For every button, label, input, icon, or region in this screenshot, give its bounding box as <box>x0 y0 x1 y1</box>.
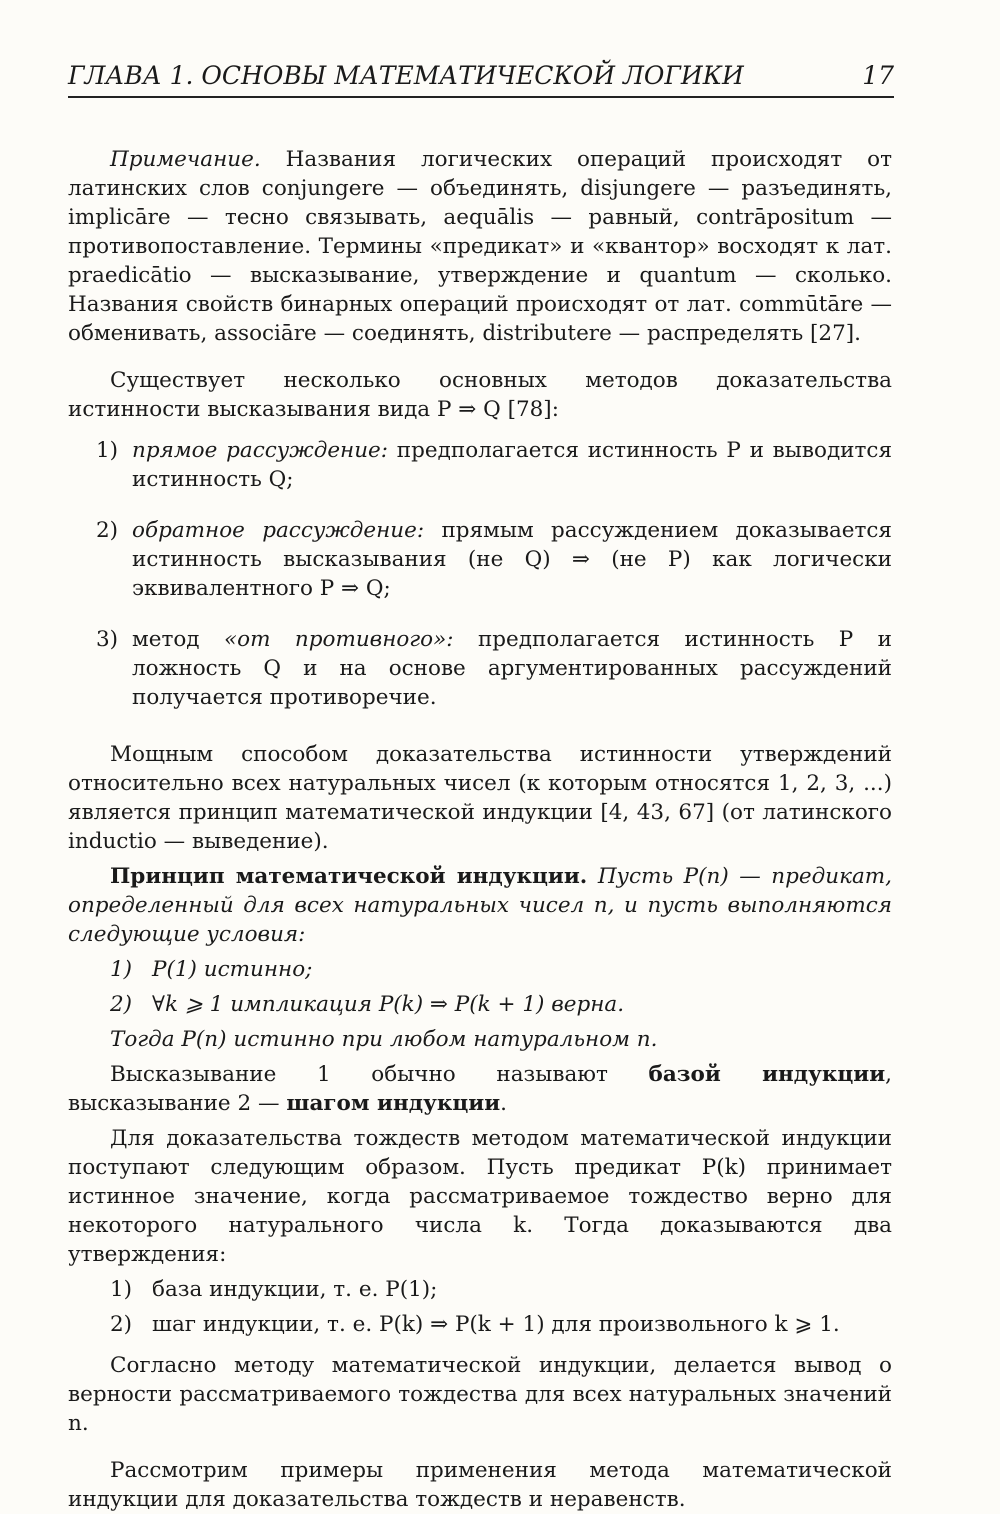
base-step-text: . <box>500 1091 507 1116</box>
method-prefix: метод <box>132 627 224 652</box>
principle-title: Принцип математической индукции. <box>110 864 588 889</box>
condition-number: 2) <box>110 992 133 1017</box>
condition-number: 1) <box>110 957 133 982</box>
method-term: прямое рассуждение: <box>132 438 389 463</box>
page-body <box>68 145 892 1514</box>
final-paragraph: Рассмотрим примеры применения метода математической индукции для доказательства тождеств и неравенств. <box>68 1458 892 1512</box>
principle-conclusion: Тогда P(n) истинно при любом натуральном n. <box>110 1027 658 1052</box>
base-step-text: , высказывание 2 — <box>68 1062 892 1116</box>
method-item <box>96 516 892 603</box>
statement-text: база индукции, т. е. P(1); <box>152 1277 438 1302</box>
condition-text: P(1) истинно; <box>152 957 313 982</box>
statement-item <box>110 1275 892 1304</box>
step-term: шагом индукции <box>286 1091 501 1116</box>
note-label: Примечание. <box>110 147 261 172</box>
method-number: 3) <box>96 627 119 652</box>
statement-item <box>110 1310 892 1339</box>
page-number: 17 <box>862 61 894 90</box>
running-header <box>68 58 894 98</box>
note-paragraph <box>68 145 892 348</box>
method-text: предполагается истинность P и ложность Q и на основе аргументированных рассуждений получается противоречие. <box>132 627 893 710</box>
methods-intro: Существует несколько основных методов доказательства истинности высказывания вида P ⇒ Q [78]: <box>68 368 892 422</box>
induction-intro: Мощным способом доказательства истинности утверждений относительно всех натуральных чисел (к которым относятся 1, 2, 3, ...) является принцип математической индукции [4, 43, 67] (от латинского inductio — выведение). <box>68 742 892 854</box>
method-item <box>96 625 892 712</box>
statement-text: шаг индукции, т. е. P(k) ⇒ P(k + 1) для произвольного k ⩾ 1. <box>152 1312 840 1337</box>
base-step-text: Высказывание 1 обычно называют <box>110 1062 649 1087</box>
condition-item <box>110 990 892 1019</box>
method-number: 1) <box>96 438 119 463</box>
chapter-title: ГЛАВА 1. ОСНОВЫ МАТЕМАТИЧЕСКОЙ ЛОГИКИ <box>68 61 744 90</box>
base-term: базой индукции <box>648 1062 886 1087</box>
condition-item <box>110 955 892 984</box>
statement-number: 2) <box>110 1312 133 1337</box>
principle-paragraph <box>68 862 892 949</box>
condition-text: ∀k ⩾ 1 импликация P(k) ⇒ P(k + 1) верна. <box>152 992 625 1017</box>
note-text: Названия логических операций происходят от латинских слов conjungere — объединять, disjungere — разъединять, implicāre — тесно связывать, aequālis — равный, contrāpositum — противопоставление. Термины «предикат» и «квантор» восходят к лат. praedicātio — высказывание, утверждение и quantum — сколько. Названия свойств бинарных операций происходят от лат. commūtāre — обменивать, associāre — соединять, distributere — распределять [27]. <box>68 147 892 346</box>
identities-paragraph: Для доказательства тождеств методом математической индукции поступают следующим образом. Пусть предикат P(k) принимает истинное значение, когда рассматриваемое тождество верно для некоторого натурального числа k. Тогда доказываются два утверждения: <box>68 1126 892 1267</box>
method-term: обратное рассуждение: <box>132 518 425 543</box>
base-step-paragraph <box>68 1060 892 1118</box>
method-item <box>96 436 892 494</box>
method-text: предполагается истинность P и выводится истинность Q; <box>132 438 893 492</box>
method-term: «от противного»: <box>223 627 454 652</box>
method-number: 2) <box>96 518 119 543</box>
principle-text: Пусть P(n) — предикат, определенный для всех натуральных чисел n, и пусть выполняются следующие условия: <box>68 864 892 947</box>
conclusion-paragraph: Согласно методу математической индукции, делается вывод о верности рассматриваемого тождества для всех натуральных значений n. <box>68 1353 892 1436</box>
statement-number: 1) <box>110 1277 133 1302</box>
method-text: прямым рассуждением доказывается истинность высказывания (не Q) ⇒ (не P) как логически эквивалентного P ⇒ Q; <box>132 518 892 601</box>
